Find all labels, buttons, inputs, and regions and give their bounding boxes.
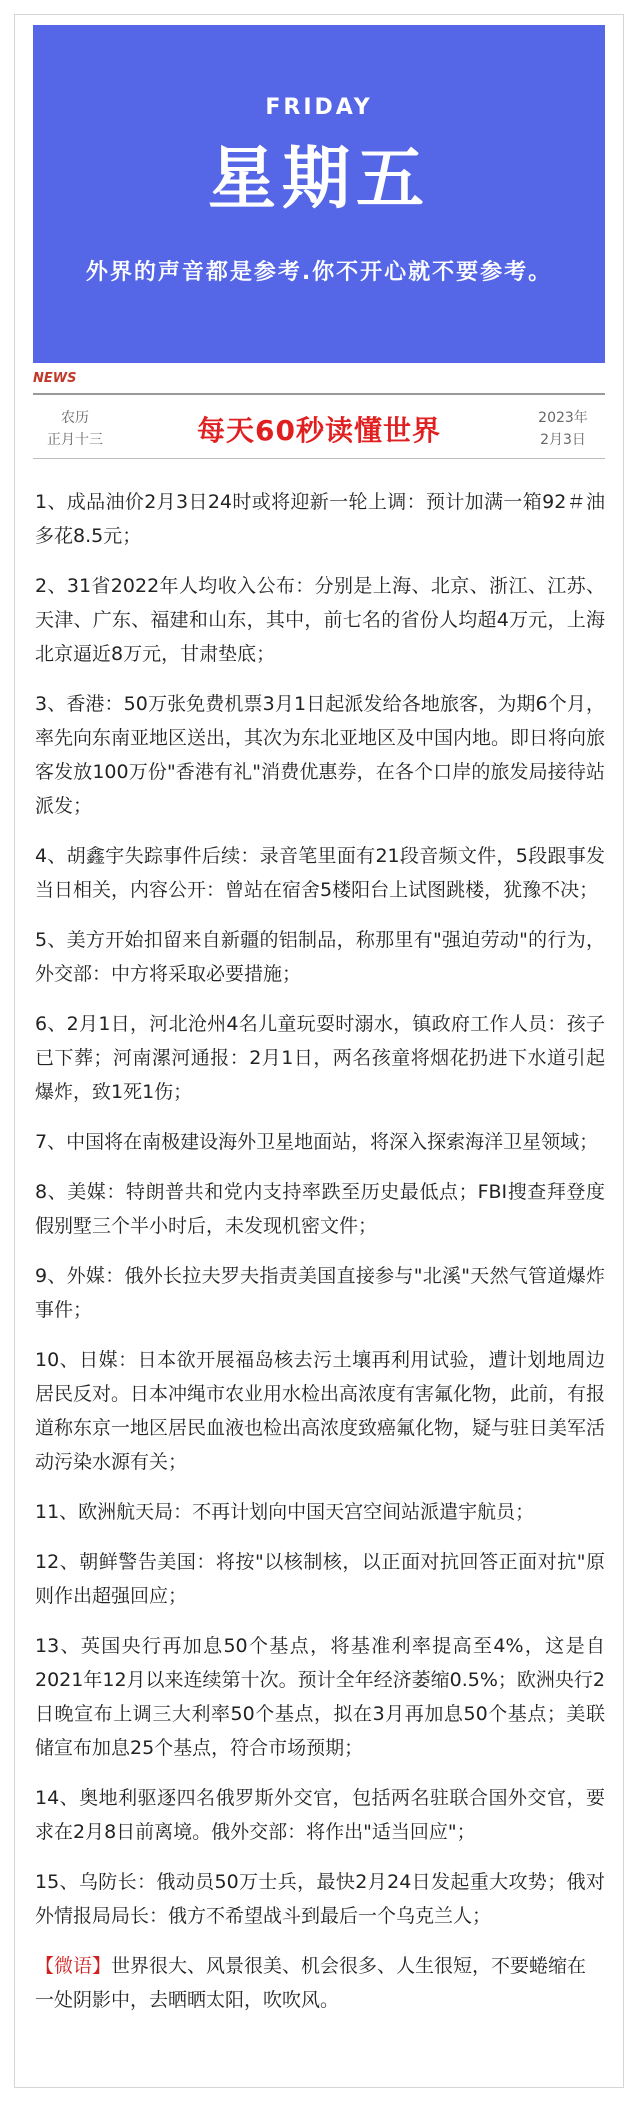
daily-quote-text: 世界很大、风景很美、机会很多、人生很短，不要蜷缩在一处阴影中，去晒晒太阳，吹吹风。 (35, 1955, 587, 2011)
banner-slogan: 外界的声音都是参考.你不开心就不要参考。 (85, 260, 553, 285)
lunar-date: 正月十三 (47, 432, 103, 448)
news-item: 14、奥地利驱逐四名俄罗斯外交官，包括两名驻联合国外交官，要求在2月8日前离境。俄外交部：将作出"适当回应"； (35, 1787, 605, 1843)
news-item: 5、美方开始扣留来自新疆的铝制品，称那里有"强迫劳动"的行为，外交部：中方将采取必要措施； (35, 929, 605, 985)
lunar-label: 农历 (61, 410, 89, 426)
date-year: 2023年 (538, 410, 588, 426)
page-title: 每天60秒读懂世界 (197, 414, 441, 447)
news-item: 2、31省2022年人均收入公布：分别是上海、北京、浙江、江苏、天津、广东、福建和山东，其中，前七名的省份人均超4万元，上海北京逼近8万元，甘肃垫底； (35, 575, 605, 665)
daily-quote-tag: 【微语】 (35, 1955, 112, 1977)
news-item: 3、香港：50万张免费机票3月1日起派发给各地旅客，为期6个月，率先向东南亚地区送出，其次为东北亚地区及中国内地。即日将向旅客发放100万份"香港有礼"消费优惠券，在各个口岸的旅发局接待站派发； (35, 693, 606, 817)
news-item: 15、乌防长：俄动员50万士兵，最快2月24日发起重大攻势；俄对外情报局局长：俄方不希望战斗到最后一个乌克兰人； (35, 1871, 605, 1927)
news-list (35, 485, 605, 2017)
date-block (523, 407, 603, 451)
header-divider (33, 393, 605, 395)
news-item: 4、胡鑫宇失踪事件后续：录音笔里面有21段音频文件，5段跟事发当日相关，内容公开：曾站在宿舍5楼阳台上试图跳楼，犹豫不决； (35, 845, 605, 901)
banner-weekday-en: FRIDAY (265, 95, 373, 120)
daily-quote (35, 1949, 605, 2017)
news-item: 8、美媒：特朗普共和党内支持率跌至历史最低点；FBI搜查拜登度假别墅三个半小时后，未发现机密文件； (35, 1181, 605, 1237)
news-item: 11、欧洲航天局：不再计划向中国天宫空间站派遣宇航员； (35, 1501, 535, 1523)
header-bottom-divider (33, 458, 605, 459)
lunar-date-block (35, 407, 115, 451)
banner (33, 25, 605, 363)
news-item: 12、朝鲜警告美国：将按"以核制核，以正面对抗回答正面对抗"原则作出超强回应； (35, 1551, 605, 1607)
news-item: 1、成品油价2月3日24时或将迎新一轮上调：预计加满一箱92＃油多花8.5元； (35, 491, 605, 547)
news-item: 9、外媒：俄外长拉夫罗夫指责美国直接参与"北溪"天然气管道爆炸事件； (35, 1265, 605, 1321)
news-label: NEWS (33, 371, 77, 386)
banner-weekday-title: 星期五 (207, 140, 430, 219)
news-item: 10、日媒：日本欲开展福岛核去污土壤再利用试验，遭计划地周边居民反对。日本冲绳市农业用水检出高浓度有害氟化物，此前，有报道称东京一地区居民血液也检出高浓度致癌氟化物，疑与驻日美军活动污染水源有关； (35, 1349, 606, 1473)
date-day: 2月3日 (540, 432, 586, 448)
news-item: 7、中国将在南极建设海外卫星地面站，将深入探索海洋卫星领域； (35, 1131, 599, 1153)
page-frame (14, 14, 624, 2088)
news-item: 13、英国央行再加息50个基点，将基准利率提高至4%，这是自2021年12月以来连续第十次。预计全年经济萎缩0.5%；欧洲央行2日晚宣布上调三大利率50个基点，拟在3月再加息50个基点；美联储宣布加息25个基点，符合市场预期； (35, 1635, 605, 1759)
news-item: 6、2月1日，河北沧州4名儿童玩耍时溺水，镇政府工作人员：孩子已下葬；河南漯河通报：2月1日，两名孩童将烟花扔进下水道引起爆炸，致1死1伤； (35, 1013, 605, 1103)
